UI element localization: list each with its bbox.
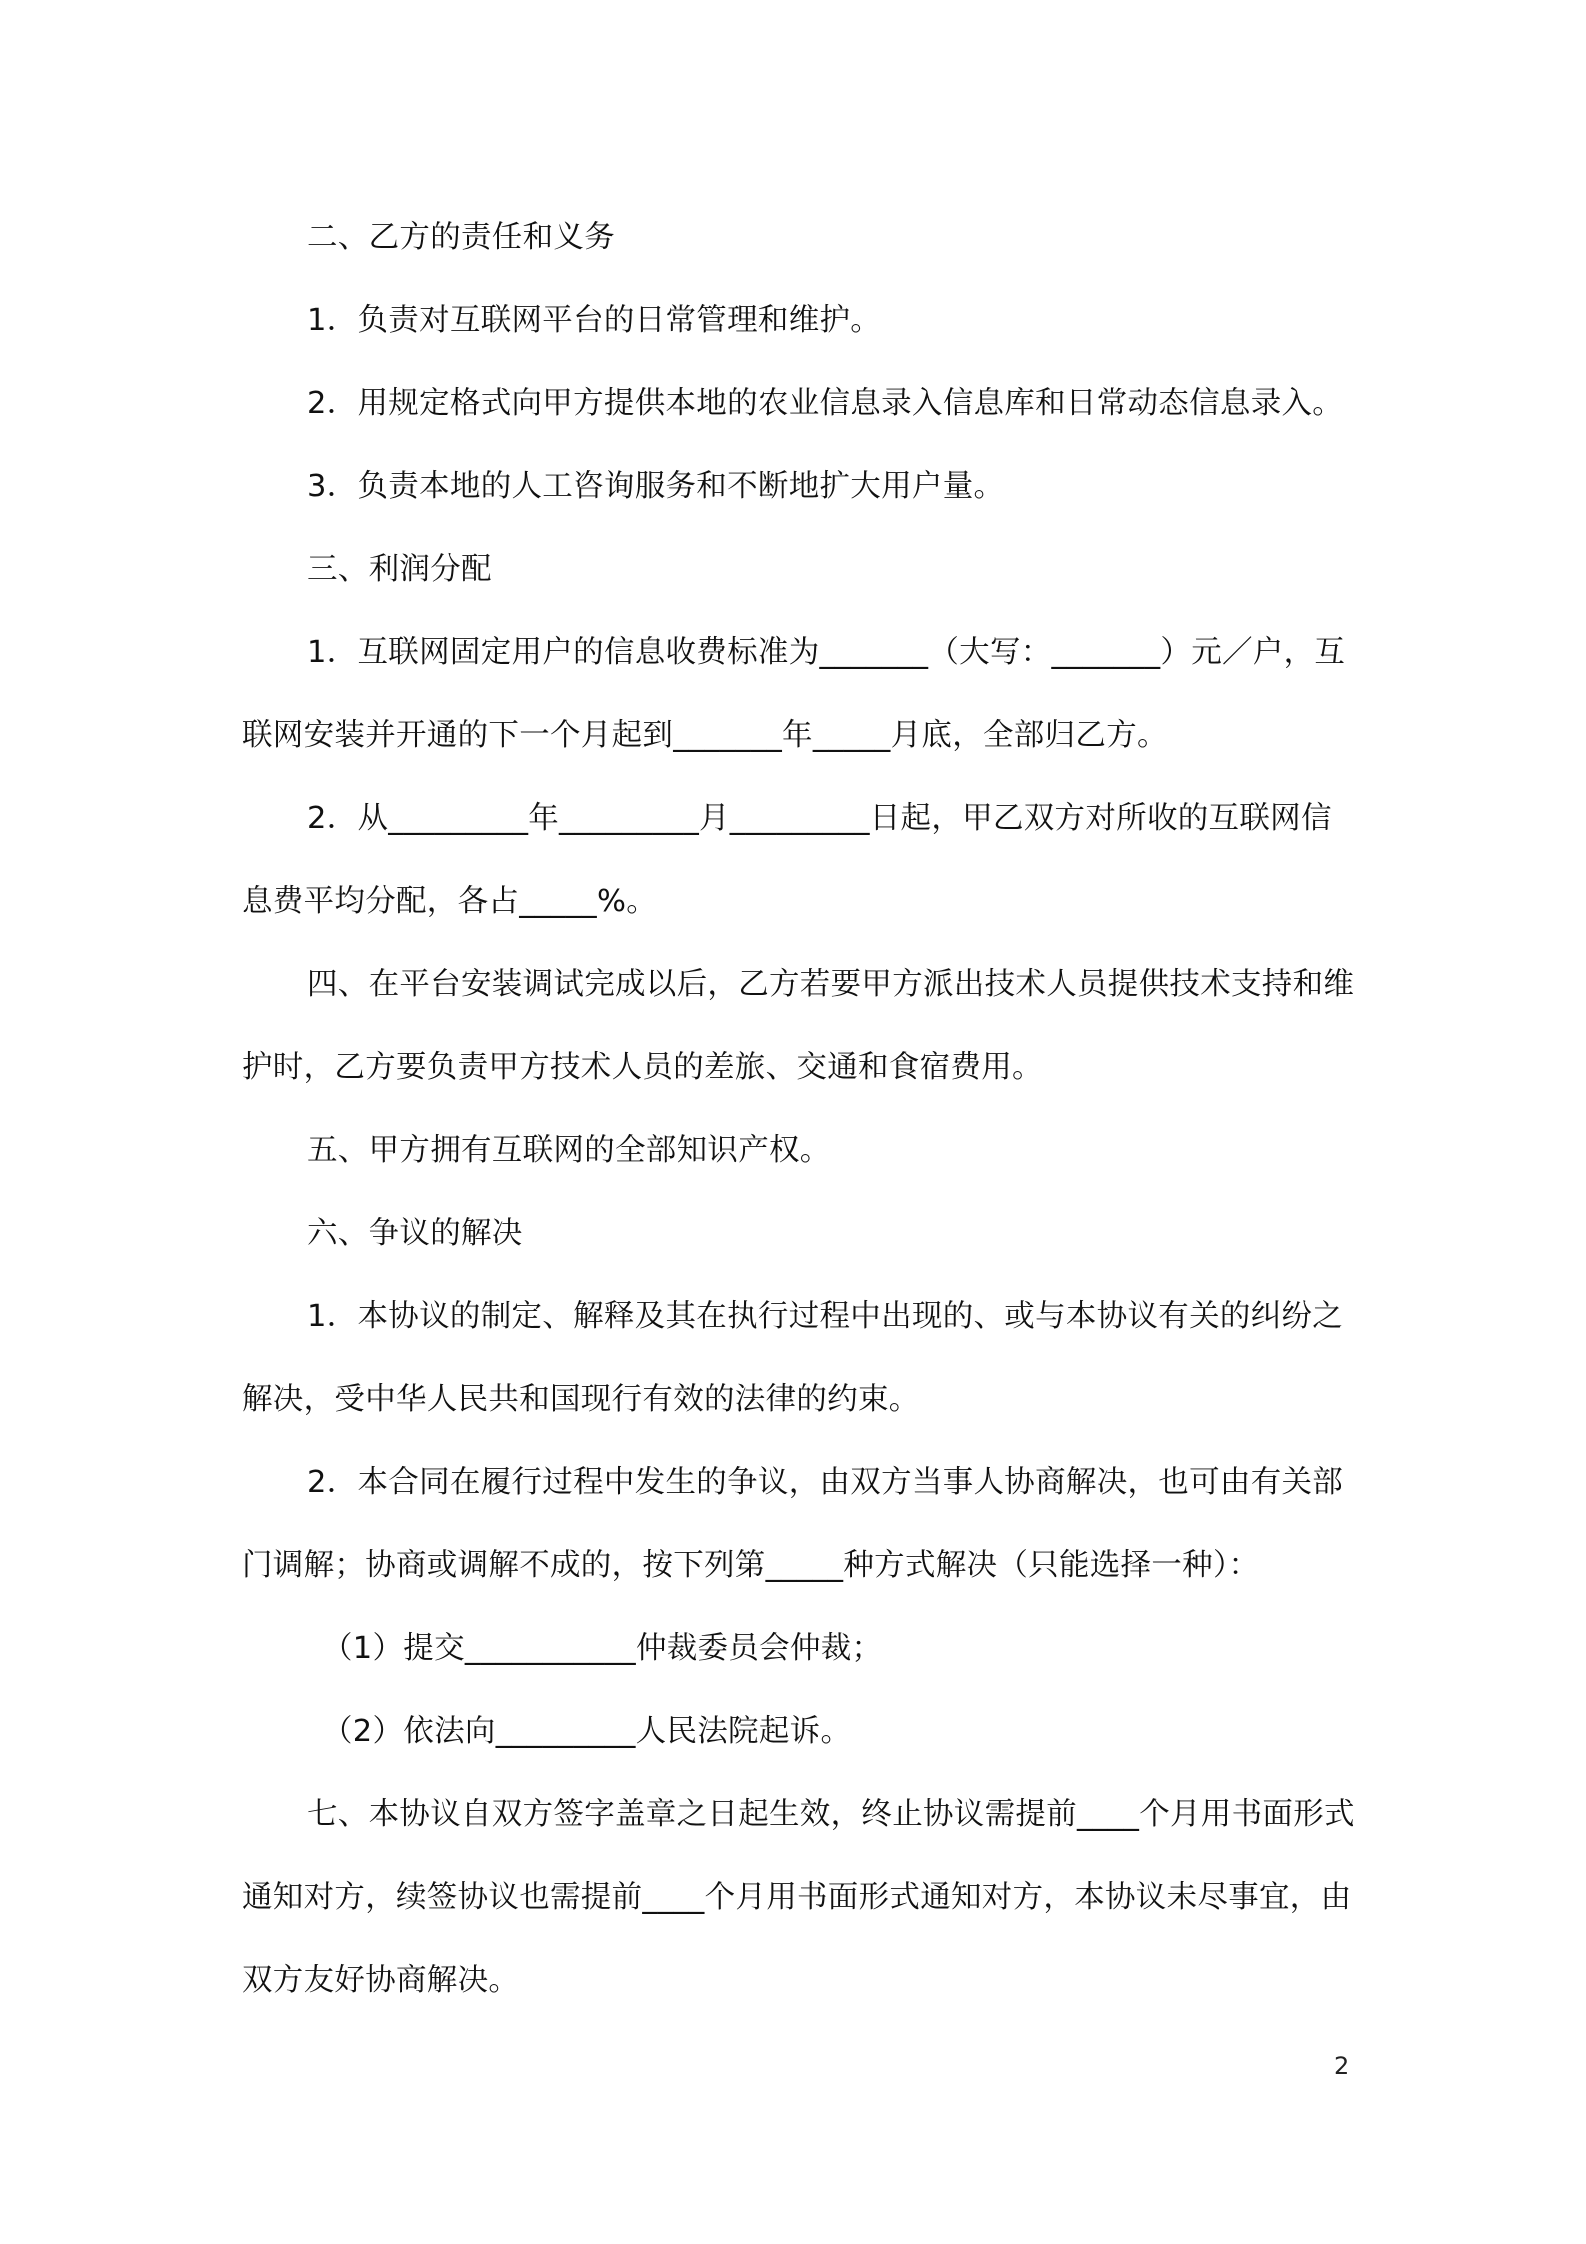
clause-6-2: 2．本合同在履行过程中发生的争议，由双方当事人协商解决，也可由有关部门调解；协商或调解不成的，按下列第_____种方式解决（只能选择一种）： xyxy=(242,1465,1344,1583)
section-7-effectiveness: 七、本协议自双方签字盖章之日起生效，终止协议需提前____个月用书面形式通知对方，续签协议也需提前____个月用书面形式通知对方，本协议未尽事宜，由双方友好协商解决。 xyxy=(242,1797,1355,1998)
clause-2-1: 1．负责对互联网平台的日常管理和维护。 xyxy=(307,303,882,338)
page-number: 2 xyxy=(1334,2052,1350,2080)
section-heading-party-b-duties: 二、乙方的责任和义务 xyxy=(307,220,615,255)
clause-2-3: 3．负责本地的人工咨询服务和不断地扩大用户量。 xyxy=(307,469,1005,504)
section-4-tech-support: 四、在平台安装调试完成以后，乙方若要甲方派出技术人员提供技术支持和维护时，乙方要负责甲方技术人员的差旅、交通和食宿费用。 xyxy=(242,967,1355,1085)
clause-3-2: 2．从_________年_________月_________日起，甲乙双方对所收的互联网信息费平均分配，各占_____%。 xyxy=(242,801,1332,919)
option-arbitration: （1）提交___________仲裁委员会仲裁； xyxy=(322,1631,883,1666)
clause-2-2: 2．用规定格式向甲方提供本地的农业信息录入信息库和日常动态信息录入。 xyxy=(307,386,1344,421)
section-heading-dispute-resolution: 六、争议的解决 xyxy=(307,1216,523,1251)
section-5-ip-rights: 五、甲方拥有互联网的全部知识产权。 xyxy=(307,1133,831,1168)
clause-6-1: 1．本协议的制定、解释及其在执行过程中出现的、或与本协议有关的纠纷之解决，受中华人民共和国现行有效的法律的约束。 xyxy=(242,1299,1344,1417)
clause-3-1: 1．互联网固定用户的信息收费标准为_______（大写：_______）元／户，互联网安装并开通的下一个月起到_______年_____月底，全部归乙方。 xyxy=(242,635,1346,753)
option-court: （2）依法向_________人民法院起诉。 xyxy=(322,1714,852,1749)
section-heading-profit-distribution: 三、利润分配 xyxy=(307,552,492,587)
document-body xyxy=(242,196,1362,2022)
